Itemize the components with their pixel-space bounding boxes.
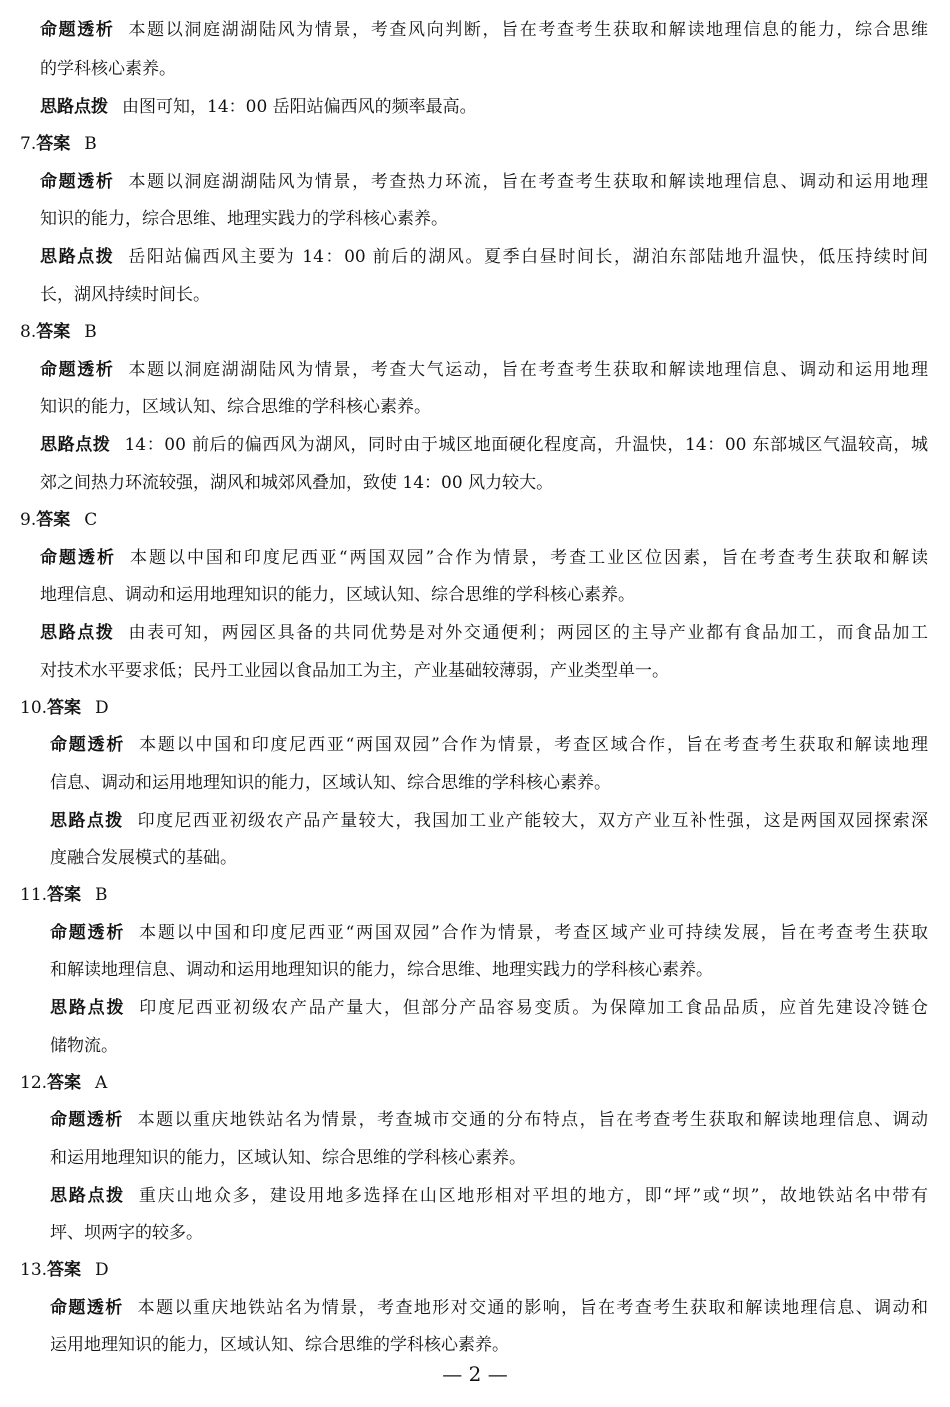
page-number: — 2 — — [442, 1362, 508, 1386]
hint-line: 郊之间热力环流较强，湖风和城郊风叠加，致使 14：00 风力较大。 — [40, 473, 554, 493]
analysis-line: 知识的能力，综合思维、地理实践力的学科核心素养。 — [40, 209, 448, 229]
analysis-label: 命题透析 — [40, 20, 115, 40]
analysis-line: 命题透析 本题以洞庭湖湖陆风为情景，考查热力环流，旨在考查考生获取和解读地理信息、调动和运用地理 — [40, 172, 929, 192]
hint-line: 储物流。 — [50, 1036, 118, 1056]
hint-line: 长，湖风持续时间长。 — [40, 285, 210, 305]
hint-label: 思路点拨 — [40, 97, 108, 117]
analysis-line: 命题透析 本题以中国和印度尼西亚“两国双园”合作为情景，考查工业区位因素，旨在考查考生获取和解读 — [40, 548, 928, 568]
analysis-line: 命题透析 本题以重庆地铁站名为情景，考查地形对交通的影响，旨在考查考生获取和解读地理信息、调动和 — [50, 1298, 929, 1318]
hint-line: 思路点拨 印度尼西亚初级农产品产量大，但部分产品容易变质。为保障加工食品品质，应首先建设冷链仓 — [50, 998, 929, 1018]
hint-line: 思路点拨 重庆山地众多，建设用地多选择在山区地形相对平坦的地方，即“坪”或“坝”，故地铁站名中带有 — [50, 1186, 929, 1206]
analysis-line: 地理信息、调动和运用地理知识的能力，区域认知、综合思维的学科核心素养。 — [40, 585, 635, 605]
answer-header-q13: 13.答案 D — [20, 1260, 109, 1280]
analysis-line: 命题透析 本题以中国和印度尼西亚“两国双园”合作为情景，考查区域产业可持续发展，旨在考查考生获取 — [50, 923, 929, 943]
hint-line: 思路点拨 由图可知，14：00 岳阳站偏西风的频率最高。 — [40, 97, 477, 117]
hint-line: 思路点拨 由表可知，两园区具备的共同优势是对外交通便利；两园区的主导产业都有食品加工，而食品加工 — [40, 623, 929, 643]
analysis-line: 和运用地理知识的能力，区域认知、综合思维的学科核心素养。 — [50, 1148, 526, 1168]
analysis-line: 运用地理知识的能力，区域认知、综合思维的学科核心素养。 — [50, 1335, 509, 1355]
answer-value: B — [84, 134, 97, 154]
answer-header-q9: 9.答案 C — [20, 510, 98, 530]
analysis-line: 命题透析 本题以重庆地铁站名为情景，考查城市交通的分布特点，旨在考查考生获取和解读地理信息、调动 — [50, 1110, 929, 1130]
hint-line: 思路点拨 14：00 前后的偏西风为湖风，同时由于城区地面硬化程度高，升温快，14：00 东部城区气温较高，城 — [40, 435, 929, 455]
answer-header-q10: 10.答案 D — [20, 698, 109, 718]
hint-line: 思路点拨 印度尼西亚初级农产品产量较大，我国加工业产能较大，双方产业互补性强，这是两国双园探索深 — [50, 811, 929, 831]
answer-header-q11: 11.答案 B — [20, 885, 108, 905]
analysis-line: 信息、调动和运用地理知识的能力，区域认知、综合思维的学科核心素养。 — [50, 773, 611, 793]
answer-header-q8: 8.答案 B — [20, 322, 97, 342]
analysis-line: 命题透析 本题以洞庭湖湖陆风为情景，考查风向判断，旨在考查考生获取和解读地理信息的能力，综合思维 — [40, 20, 929, 40]
answer-header-q7: 7.答案 B — [20, 134, 97, 154]
hint-line: 坪、坝两字的较多。 — [50, 1223, 203, 1243]
analysis-line: 的学科核心素养。 — [40, 59, 176, 79]
analysis-line: 命题透析 本题以中国和印度尼西亚“两国双园”合作为情景，考查区域合作，旨在考查考生获取和解读地理 — [50, 735, 929, 755]
analysis-line: 和解读地理信息、调动和运用地理知识的能力，综合思维、地理实践力的学科核心素养。 — [50, 960, 713, 980]
analysis-line: 知识的能力，区域认知、综合思维的学科核心素养。 — [40, 397, 431, 417]
hint-line: 对技术水平要求低；民丹工业园以食品加工为主，产业基础较薄弱，产业类型单一。 — [40, 661, 669, 681]
hint-line: 思路点拨 岳阳站偏西风主要为 14：00 前后的湖风。夏季白昼时间长，湖泊东部陆地升温快，低压持续时间 — [40, 247, 929, 267]
hint-line: 度融合发展模式的基础。 — [50, 848, 237, 868]
analysis-line: 命题透析 本题以洞庭湖湖陆风为情景，考查大气运动，旨在考查考生获取和解读地理信息、调动和运用地理 — [40, 360, 929, 380]
answer-header-q12: 12.答案 A — [20, 1073, 108, 1093]
